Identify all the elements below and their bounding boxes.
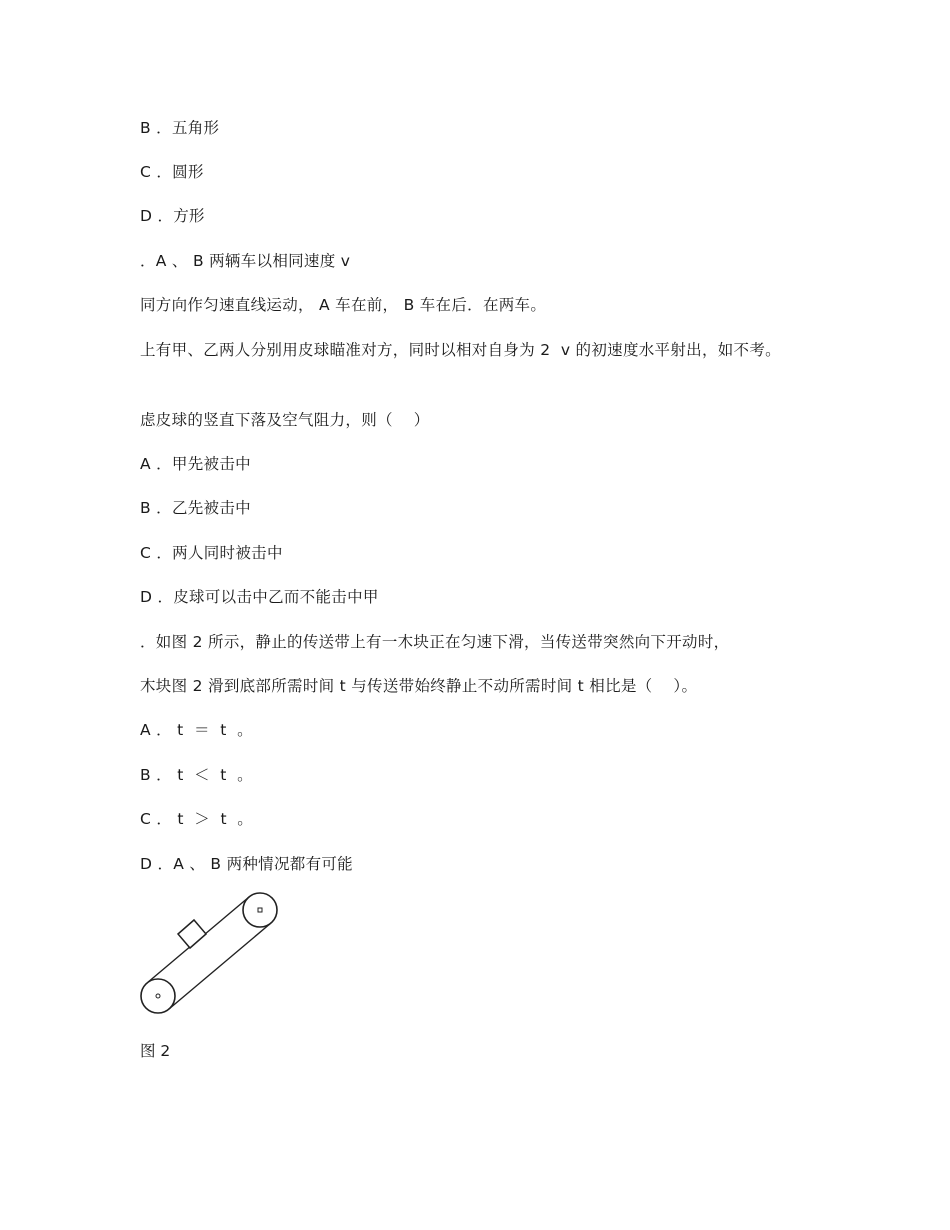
- option-b-pentagon: B ．五角形: [140, 119, 220, 137]
- question-cars-line-3: 上有甲、乙两人分别用皮球瞄准对方，同时以相对自身为 2 v 的初速度水平射出，如不考。: [140, 341, 781, 359]
- option-d-both-possible: D ．A 、 B 两种情况都有可能: [140, 855, 353, 873]
- question-cars-line-2: 同方向作匀速直线运动， A 车在前， B 车在后．在两车。: [140, 296, 547, 314]
- option-b-yi-hit-first: B ．乙先被击中: [140, 499, 251, 517]
- question-cars-line-1: ．A 、 B 两辆车以相同速度 v: [140, 252, 351, 270]
- question-belt-line-2: 木块图 2 滑到底部所需时间 t 与传送带始终静止不动所需时间 t 相比是（ ）。: [140, 677, 698, 695]
- option-d-square: D ．方形: [140, 207, 205, 225]
- lower-pulley-axle: [156, 994, 160, 998]
- question-cars-line-4: 虑皮球的竖直下落及空气阻力，则（ ）: [140, 411, 430, 429]
- wooden-block: [178, 920, 206, 948]
- option-c-both-hit: C ．两人同时被击中: [140, 544, 283, 562]
- option-c-t-greater: C ． t ＞ t 。: [140, 810, 254, 828]
- upper-pulley-axle: [258, 908, 262, 912]
- option-a-jia-hit-first: A ．甲先被击中: [140, 455, 251, 473]
- conveyor-belt-figure: [136, 888, 286, 1018]
- question-belt-line-1: ．如图 2 所示，静止的传送带上有一木块正在匀速下滑，当传送带突然向下开动时，: [140, 633, 730, 651]
- option-b-t-less: B ． t ＜ t 。: [140, 766, 253, 784]
- option-d-only-yi-hit: D ．皮球可以击中乙而不能击中甲: [140, 588, 379, 606]
- figure-caption: 图 2: [140, 1042, 171, 1060]
- option-c-circle: C ．圆形: [140, 163, 204, 181]
- option-a-t-equal: A ． t ＝ t 。: [140, 721, 253, 739]
